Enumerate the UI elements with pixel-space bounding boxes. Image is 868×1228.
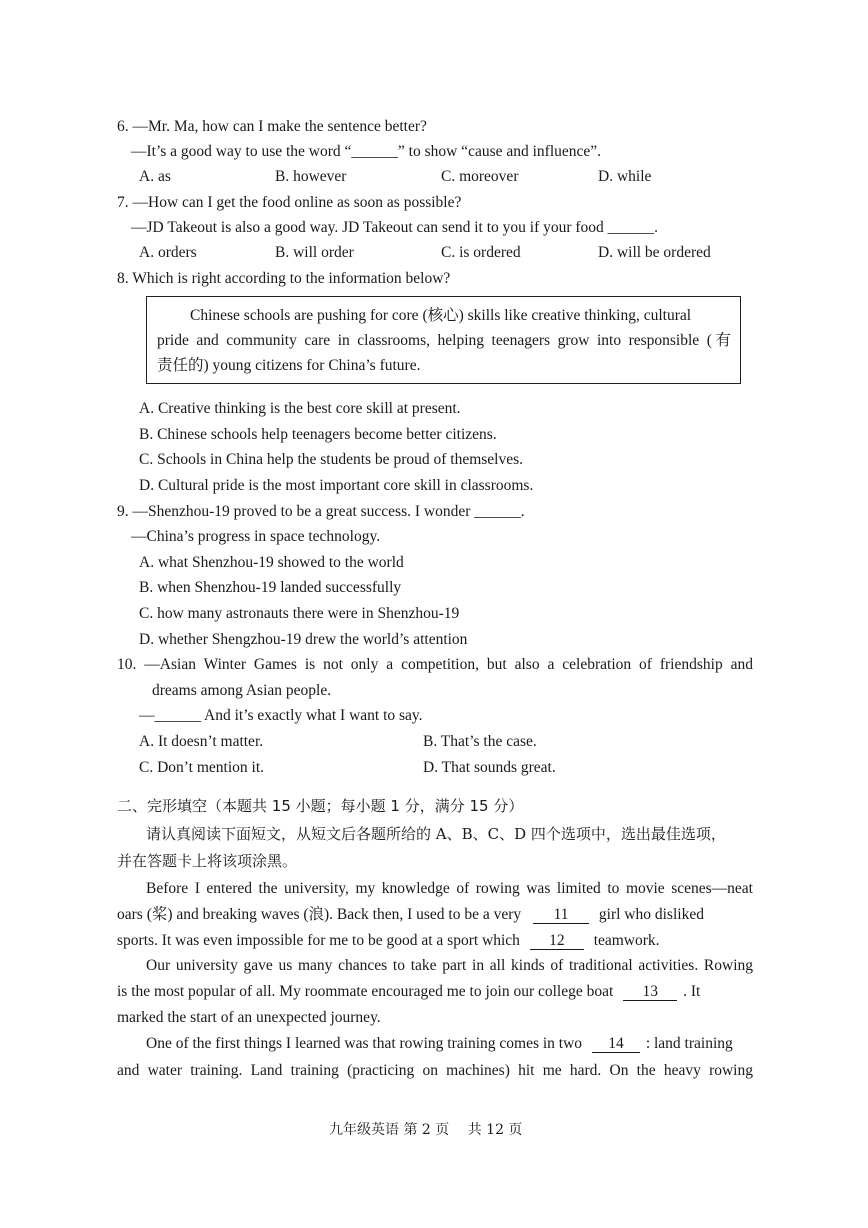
q10-line3: —______ And it’s exactly what I want to say. — [139, 707, 423, 724]
passage-text: . It — [683, 983, 701, 1000]
q8-box-line2: pride and community care in classrooms, helping teenagers grow into responsible (有 — [157, 332, 731, 349]
q9-line1: 9. —Shenzhou-19 proved to be a great success. I wonder ______. — [117, 503, 525, 520]
instruction-line2: 并在答题卡上将该项涂黑。 — [117, 852, 298, 870]
q10-option-a: A. It doesn’t matter. — [139, 733, 264, 750]
q7-line1: 7. —How can I get the food online as soon as possible? — [117, 194, 462, 211]
q8-option-a: A. Creative thinking is the best core skill at present. — [139, 400, 461, 417]
passage-text: sports. It was even impossible for me to be good at a sport which — [117, 932, 520, 949]
passage-text: teamwork. — [593, 932, 660, 949]
passage-text: : land training — [645, 1035, 733, 1052]
q10-line2: dreams among Asian people. — [152, 682, 332, 699]
passage-p2-line2 — [117, 983, 700, 1002]
q9-line2: —China’s progress in space technology. — [131, 528, 381, 545]
passage-p1-line3 — [117, 932, 660, 951]
passage-text: One of the first things I learned was that rowing training comes in two — [146, 1035, 583, 1052]
instruction-line1: 请认真阅读下面短文，从短文后各题所给的 A、B、C、D 四个选项中，选出最佳选项， — [146, 825, 726, 843]
q8-option-b: B. Chinese schools help teenagers become better citizens. — [139, 426, 497, 443]
q7-option-d: D. will be ordered — [598, 244, 711, 261]
passage-p2-line1: Our university gave us many chances to take part in all kinds of traditional activities. Rowing — [146, 957, 753, 974]
q9-option-b: B. when Shenzhou-19 landed successfully — [139, 579, 402, 596]
q9-option-a: A. what Shenzhou-19 showed to the world — [139, 554, 404, 571]
section-heading: 二、完形填空（本题共 15 小题；每小题 1 分，满分 15 分） — [117, 797, 524, 815]
q6-option-c: C. moreover — [441, 168, 519, 185]
q6-line2: —It’s a good way to use the word “______” to show “cause and influence”. — [131, 143, 602, 160]
q8-question: 8. Which is right according to the information below? — [117, 270, 451, 287]
q6-line1: 6. —Mr. Ma, how can I make the sentence better? — [117, 118, 427, 135]
blank-13: 13 — [623, 984, 677, 1001]
q8-box-line1: Chinese schools are pushing for core (核心) skills like creative thinking, cultural — [190, 307, 692, 324]
q6-option-a: A. as — [139, 168, 171, 185]
q7-line2: —JD Takeout is also a good way. JD Takeout can send it to you if your food ______. — [131, 219, 659, 236]
passage-p3-line2: and water training. Land training (practicing on machines) hit me hard. On the heavy rowing — [117, 1062, 753, 1079]
q9-option-d: D. whether Shengzhou-19 drew the world’s attention — [139, 631, 468, 648]
passage-p2-line3: marked the start of an unexpected journey. — [117, 1009, 381, 1026]
passage-text: girl who disliked — [598, 906, 704, 923]
blank-14: 14 — [592, 1036, 640, 1053]
passage-p1-line2 — [117, 906, 704, 925]
q7-option-c: C. is ordered — [441, 244, 521, 261]
q8-box-line3: 责任的) young citizens for China’s future. — [157, 357, 421, 374]
passage-p3-line1 — [146, 1035, 733, 1054]
q10-option-d: D. That sounds great. — [423, 759, 556, 776]
passage-p1-line1: Before I entered the university, my knowledge of rowing was limited to movie scenes—neat — [146, 880, 753, 897]
q6-option-b: B. however — [275, 168, 347, 185]
passage-text: oars (桨) and breaking waves (浪). Back then, I used to be a very — [117, 906, 522, 923]
q7-option-a: A. orders — [139, 244, 197, 261]
page-footer: 九年级英语 第 2 页 共 12 页 — [329, 1122, 523, 1138]
q7-option-b: B. will order — [275, 244, 354, 261]
q10-option-b: B. That’s the case. — [423, 733, 537, 750]
q10-line1: 10. —Asian Winter Games is not only a competition, but also a celebration of friendship and — [117, 656, 753, 673]
q6-option-d: D. while — [598, 168, 652, 185]
passage-text: is the most popular of all. My roommate encouraged me to join our college boat — [117, 983, 614, 1000]
q8-option-c: C. Schools in China help the students be proud of themselves. — [139, 451, 524, 468]
blank-12: 12 — [530, 933, 584, 950]
q8-option-d: D. Cultural pride is the most important core skill in classrooms. — [139, 477, 534, 494]
q9-option-c: C. how many astronauts there were in Shenzhou-19 — [139, 605, 460, 622]
blank-11: 11 — [533, 907, 589, 924]
q10-option-c: C. Don’t mention it. — [139, 759, 265, 776]
